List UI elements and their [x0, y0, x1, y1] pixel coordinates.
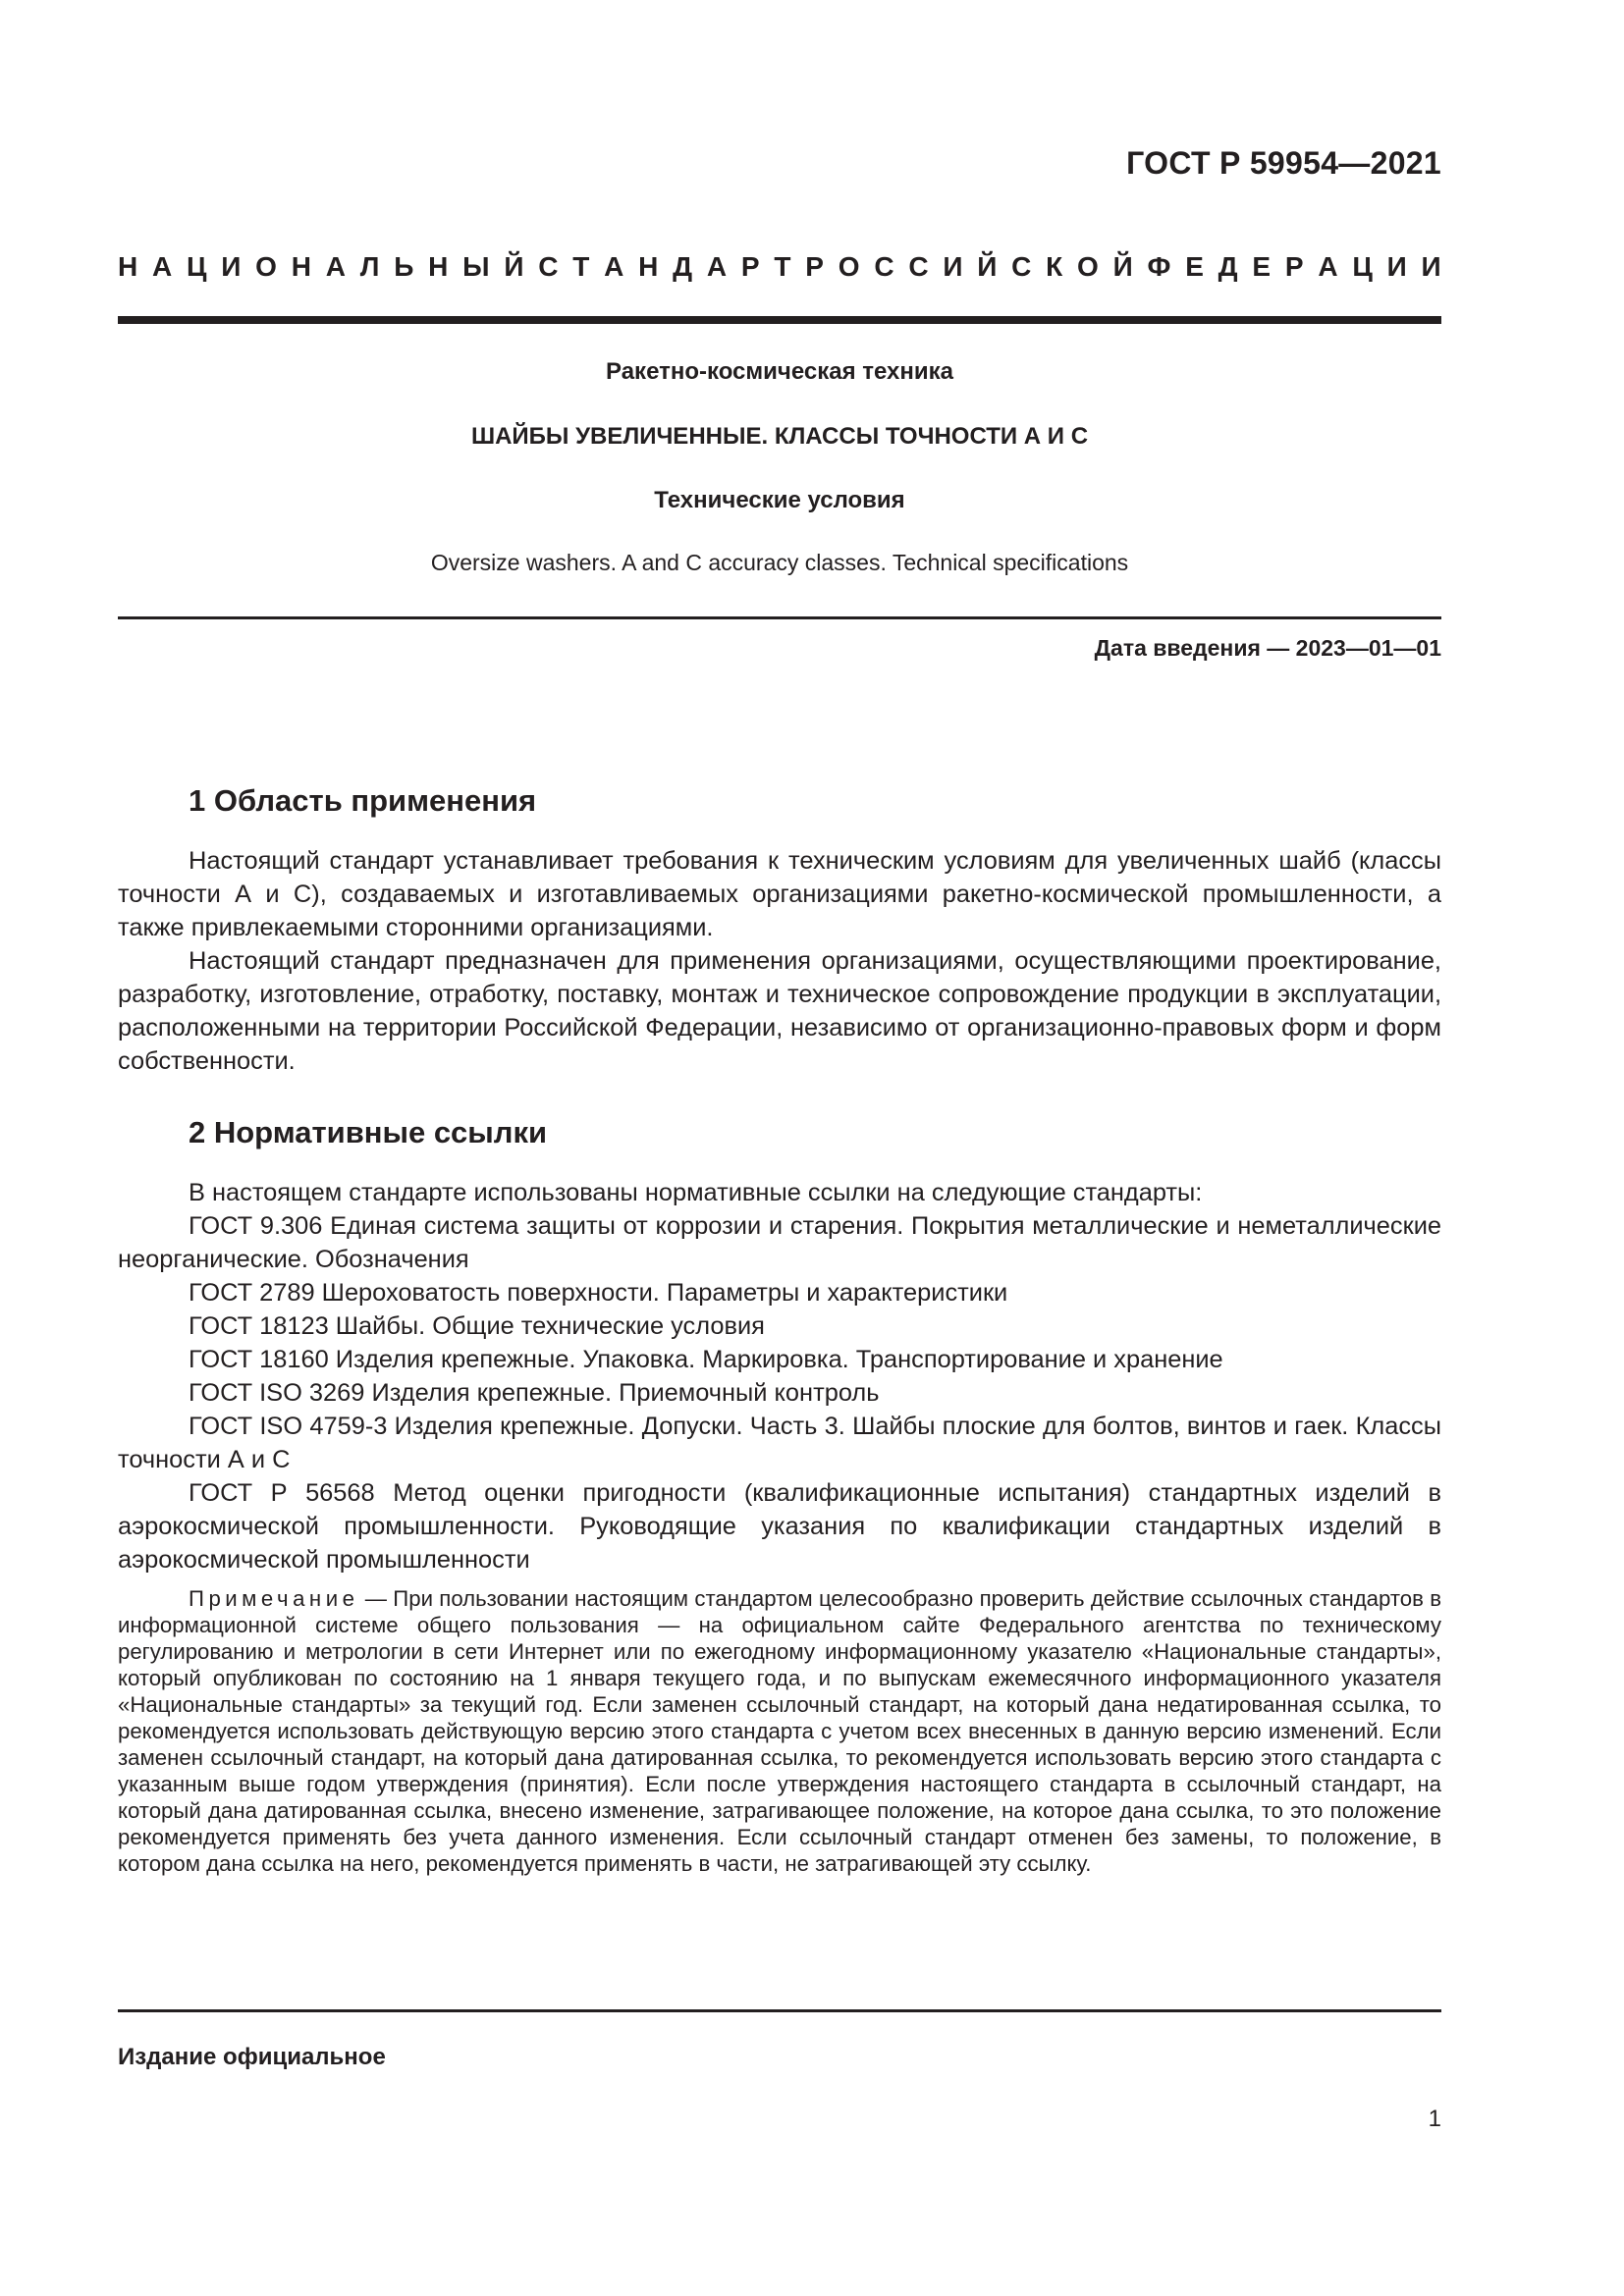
note-text: — При пользовании настоящим стандартом целесообразно проверить действие ссылочных стандартов в информационной системе общего пользования — на официальном сайте Федерального агентства по техническому регулированию и метрологии в сети Интернет или по ежегодному информационному указателю «Национальные стандарты», который опубликован по состоянию на 1 января текущего года, и по выпускам ежемесячного информационного указателя «Национальные стандарты» за текущий год. Если заменен ссылочный стандарт, на который дана недатированная ссылка, то рекомендуется использовать действующую версию этого стандарта с учетом всех внесенных в данную версию изменений. Если заменен ссылочный стандарт, на который дана датированная ссылка, то рекомендуется использовать версию этого стандарта с указанным выше годом утверждения (принятия). Если после утверждения настоящего стандарта в ссылочный стандарт, на который дана датированная ссылка, внесено изменение, затрагивающее положение, на которое дана ссылка, то это положение рекомендуется применять без учета данного изменения. Если ссылочный стандарт отменен без замены, то положение, в котором дана ссылка на него, рекомендуется применять в части, не затрагивающей эту ссылку. — [118, 1586, 1441, 1876]
national-title-letter: Л — [359, 251, 380, 282]
reference-item: ГОСТ 2789 Шероховатость поверхности. Параметры и характеристики — [189, 1279, 1008, 1307]
national-title-letter: Р — [805, 251, 824, 282]
gost-number: ГОСТ Р 59954—2021 — [1126, 145, 1441, 181]
national-title-letter: Р — [740, 251, 760, 282]
english-title: Oversize washers. A and C accuracy classes. Technical specifications — [430, 550, 1129, 575]
national-title-letter: Д — [673, 251, 693, 282]
national-title-letter: Й — [1112, 251, 1133, 282]
official-edition-label: Издание официальное — [118, 2044, 386, 2070]
national-title-letter: Т — [774, 251, 791, 282]
section-heading-scope: 1 Область применения — [189, 783, 537, 818]
national-title-letter: И — [1421, 251, 1441, 282]
national-title-letter: А — [706, 251, 728, 282]
section-heading-references: 2 Нормативные ссылки — [189, 1115, 548, 1149]
national-title-letter: Н — [291, 251, 311, 282]
national-title-letter: Д — [1218, 251, 1238, 282]
national-title-letter: И — [1386, 251, 1407, 282]
national-title-letter: Е — [1252, 251, 1272, 282]
national-title-letter: И — [943, 251, 963, 282]
national-title-letter: Н — [428, 251, 449, 282]
national-title-letter: А — [152, 251, 173, 282]
references-note — [118, 1585, 1441, 1877]
national-standard-title — [118, 251, 1441, 283]
national-title-letter: О — [255, 251, 277, 282]
reference-item: ГОСТ ISO 3269 Изделия крепежные. Приемочный контроль — [189, 1379, 880, 1407]
reference-item: ГОСТ 9.306 Единая система защиты от коррозии и старения. Покрытия металлические и неметаллические неорганические. Обозначения — [118, 1212, 1441, 1273]
paragraph: Настоящий стандарт устанавливает требования к техническим условиям для увеличенных шайб (классы точности А и С), создаваемых и изготавливаемых организациями ракетно-космической промышленности, а также привлекаемыми сторонними организациями. — [118, 847, 1441, 941]
national-title-letter: К — [1046, 251, 1063, 282]
national-title-letter: С — [874, 251, 894, 282]
references-intro: В настоящем стандарте использованы нормативные ссылки на следующие стандарты: — [189, 1179, 1203, 1206]
national-title-letter: Н — [118, 251, 138, 282]
page-number: 1 — [1428, 2106, 1441, 2132]
national-title-letter: Ц — [187, 251, 207, 282]
national-title-letter: А — [1318, 251, 1338, 282]
national-title-letter: А — [604, 251, 624, 282]
reference-item: ГОСТ Р 56568 Метод оценки пригодности (квалификационные испытания) стандартных изделий в аэрокосмической промышленности. Руководящие указания по квалификации стандартных изделий в аэрокосмической промышленности — [118, 1479, 1441, 1574]
subject-area: Ракетно-космическая техника — [606, 358, 953, 385]
document-subtitle: Технические условия — [654, 487, 905, 513]
national-title-letter: Ц — [1352, 251, 1373, 282]
introduction-date: Дата введения — 2023—01—01 — [1094, 635, 1441, 661]
title-divider — [118, 616, 1441, 619]
national-title-letter: О — [1077, 251, 1099, 282]
footer-divider — [118, 2009, 1441, 2012]
national-title-letter: Ы — [462, 251, 490, 282]
reference-item: ГОСТ 18123 Шайбы. Общие технические условия — [189, 1312, 765, 1340]
national-title-letter: Н — [638, 251, 659, 282]
national-title-letter: Е — [1185, 251, 1204, 282]
note-label: Примечание — [189, 1586, 359, 1611]
reference-item: ГОСТ 18160 Изделия крепежные. Упаковка. Маркировка. Транспортирование и хранение — [189, 1346, 1223, 1373]
national-title-letter: Й — [977, 251, 998, 282]
section-body-references — [118, 1176, 1441, 1576]
header-divider-thick — [118, 316, 1441, 324]
national-title-letter: С — [538, 251, 559, 282]
national-title-letter: Т — [572, 251, 590, 282]
national-title-letter: С — [908, 251, 929, 282]
national-title-letter: Р — [1284, 251, 1304, 282]
national-title-letter: А — [325, 251, 346, 282]
paragraph: Настоящий стандарт предназначен для применения организациями, осуществляющими проектирование, разработку, изготовление, отработку, поставку, монтаж и техническое сопровождение продукции в эксплуатации, расположенными на территории Российской Федерации, независимо от организационно-правовых форм и форм собственности. — [118, 947, 1441, 1075]
national-title-letter: О — [838, 251, 860, 282]
national-title-letter: И — [221, 251, 242, 282]
national-title-letter: Ф — [1147, 251, 1171, 282]
reference-item: ГОСТ ISO 4759-3 Изделия крепежные. Допуски. Часть 3. Шайбы плоские для болтов, винтов и гаек. Классы точности А и С — [118, 1413, 1441, 1473]
national-title-letter: Ь — [394, 251, 414, 282]
document-title: ШАЙБЫ УВЕЛИЧЕННЫЕ. КЛАССЫ ТОЧНОСТИ А И С — [470, 423, 1089, 450]
section-body-scope — [118, 844, 1441, 1078]
national-title-letter: Й — [504, 251, 524, 282]
national-title-letter: С — [1011, 251, 1032, 282]
